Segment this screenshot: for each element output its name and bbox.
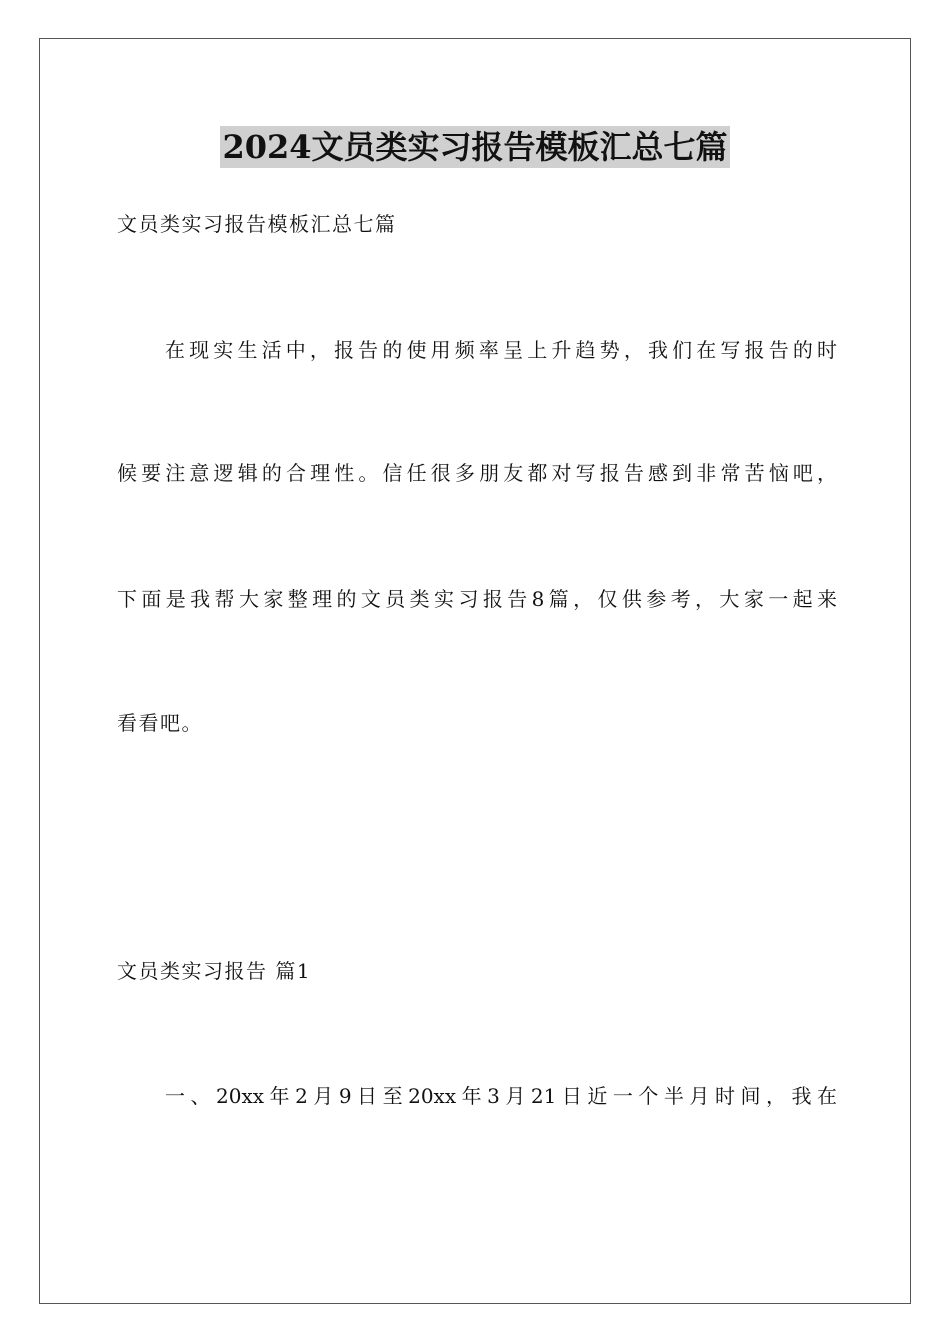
section-heading: 文员类实习报告 篇1 — [117, 959, 312, 983]
intro-line-2: 候要注意逻辑的合理性。信任很多朋友都对写报告感到非常苦恼吧， — [117, 461, 837, 485]
section-first-line: 一、20xx年2月9日至20xx年3月21日近一个半月时间，我在 — [165, 1084, 837, 1108]
intro-line-3: 下面是我帮大家整理的文员类实习报告8篇，仅供参考，大家一起来 — [117, 587, 837, 611]
document-subtitle: 文员类实习报告模板汇总七篇 — [117, 212, 397, 236]
intro-line-1: 在现实生活中，报告的使用频率呈上升趋势，我们在写报告的时 — [165, 338, 837, 362]
document-title: 2024文员类实习报告模板汇总七篇 — [222, 128, 728, 166]
title-container — [0, 126, 950, 168]
intro-line-4: 看看吧。 — [117, 711, 203, 735]
